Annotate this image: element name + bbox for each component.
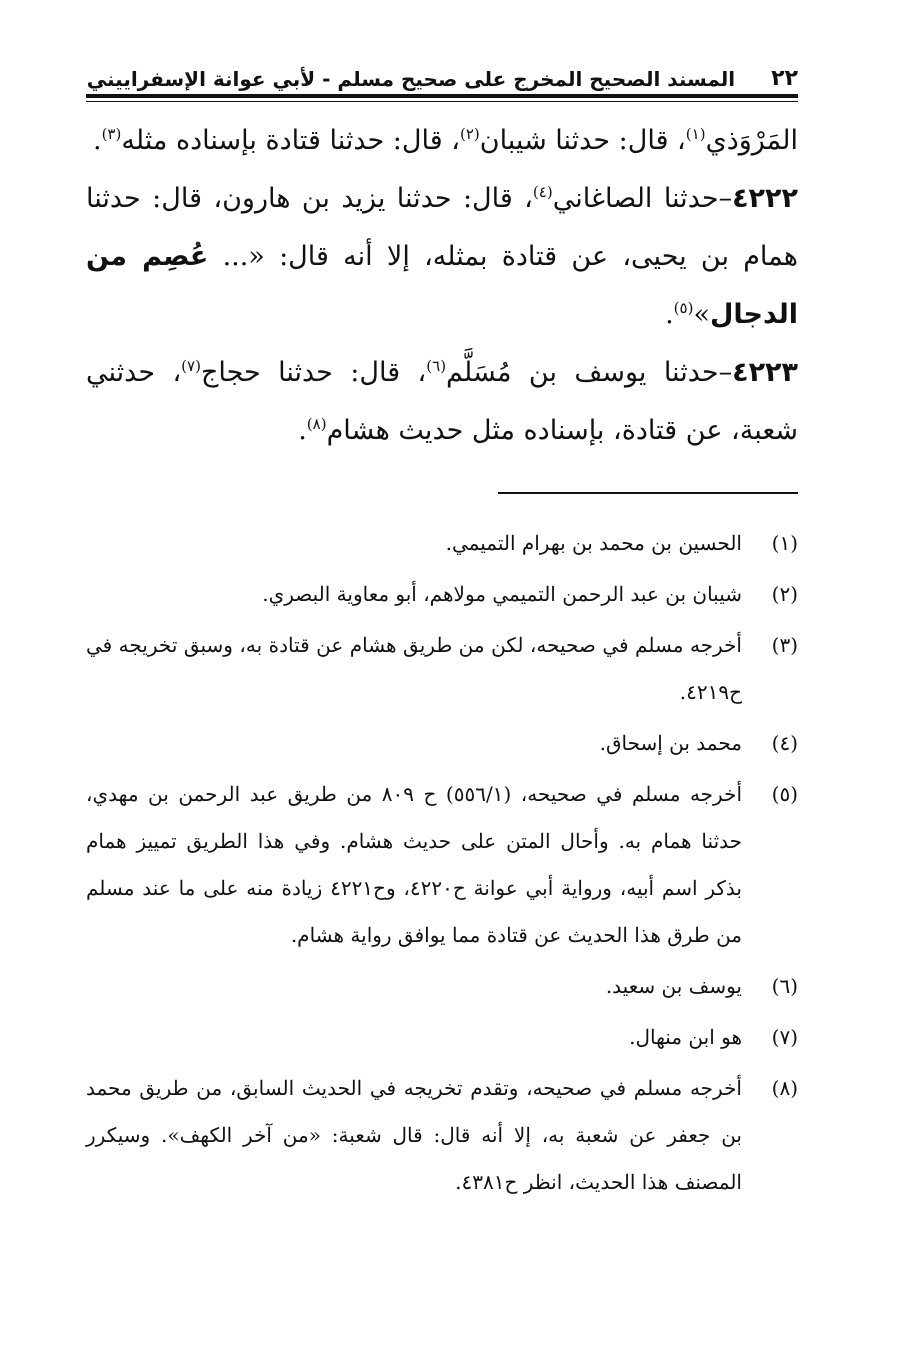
footnote-mark: (٢) xyxy=(771,582,798,606)
paragraph-continuation: المَرْوَذي$^{(١)}$، قال: حدثنا شيبان$^{(٢)}$، قال: حدثنا قتادة بإسناده مثله$^{(٣)}$. xyxy=(92,125,798,156)
footnote-7 xyxy=(86,1014,798,1061)
footnote-4 xyxy=(86,720,798,767)
footnote-text: أخرجه مسلم في صحيحه، (٥٥٦/١) ح ٨٠٩ من طريق عبد الرحمن بن مهدي، حدثنا همام به. وأحال المتن على حديث هشام. وفي هذا الطريق تمييز همام بذكر اسم أبيه، ورواية أبي عوانة ح٤٢٢٠، وح٤٢٢١ زيادة منه على ما عند مسلم من طرق هذا الحديث عن قتادة مما يوافق رواية هشام. xyxy=(86,782,743,947)
footnote-mark: (١) xyxy=(771,531,798,555)
footnote-text: أخرجه مسلم في صحيحه، وتقدم تخريجه في الحديث السابق، من طريق محمد بن جعفر عن شعبة به، إلا أنه قال: قال شعبة: «من آخر الكهف». وسيكرر المصنف هذا الحديث، انظر ح٤٣٨١. xyxy=(86,1076,742,1194)
footnotes xyxy=(86,520,798,1210)
footnote-mark: (٧) xyxy=(771,1025,798,1049)
footnote-1 xyxy=(86,520,798,567)
hadith-number: ٤٢٢٢ xyxy=(732,183,798,214)
header-rule-thin xyxy=(86,101,798,102)
emphasized-text: عُصِم من الدجال xyxy=(86,241,798,330)
footnote-text: أخرجه مسلم في صحيحه، لكن من طريق هشام عن قتادة به، وسبق تخريجه في ح٤٢١٩. xyxy=(86,633,742,704)
footnote-ref[interactable]: (٣) xyxy=(101,125,122,143)
hadith-4223: ٤٢٢٣–حدثنا يوسف بن مُسَلَّم$^{(٦)}$، قال: حدثنا حجاج$^{(٧)}$، حدثني شعبة، عن قتادة، بإسناده مثل حديث هشام$^{(٨)}$. xyxy=(86,357,799,446)
footnote-ref[interactable]: (٨) xyxy=(306,415,327,433)
footnote-mark: (٥) xyxy=(771,782,798,806)
footnote-ref[interactable]: (٢) xyxy=(459,125,480,143)
footnote-8 xyxy=(86,1065,798,1206)
footnote-text: الحسين بن محمد بن بهرام التميمي. xyxy=(445,531,742,555)
footnote-2 xyxy=(86,571,798,618)
footnote-text: يوسف بن سعيد. xyxy=(605,974,742,998)
main-text xyxy=(86,112,798,460)
footnote-mark: (٣) xyxy=(771,633,798,657)
footnote-mark: (٤) xyxy=(771,731,798,755)
footnote-mark: (٦) xyxy=(771,974,798,998)
footnote-text: محمد بن إسحاق. xyxy=(599,731,742,755)
header-rule-thick xyxy=(86,94,798,98)
hadith-number: ٤٢٢٣ xyxy=(732,357,799,388)
hadith-4222: ٤٢٢٢–حدثنا الصاغاني$^{(٤)}$، قال: حدثنا يزيد بن هارون، قال: حدثنا همام بن يحيى، عن قتادة بمثله، إلا أنه قال: «... عُصِم من الدجال»$^{(٥)}$. xyxy=(86,183,799,330)
footnote-ref[interactable]: (٥) xyxy=(673,299,694,317)
page-number: ٢٢ xyxy=(771,66,798,91)
footnote-5 xyxy=(86,771,798,959)
footnote-text: شيبان بن عبد الرحمن التميمي مولاهم، أبو معاوية البصري. xyxy=(262,582,742,606)
page-header xyxy=(86,58,798,94)
footnote-text: هو ابن منهال. xyxy=(629,1025,742,1049)
running-title: المسند الصحيح المخرج على صحيح مسلم - لأبي عوانة الإسفراييني xyxy=(86,67,736,91)
footnote-ref[interactable]: (٦) xyxy=(426,357,447,375)
footnote-3 xyxy=(86,622,798,716)
footnote-mark: (٨) xyxy=(771,1076,798,1100)
footnote-ref[interactable]: (١) xyxy=(685,125,706,143)
footnote-6 xyxy=(86,963,798,1010)
footnote-ref[interactable]: (٤) xyxy=(532,183,553,201)
footnote-ref[interactable]: (٧) xyxy=(181,357,201,375)
footnote-separator xyxy=(498,492,798,494)
